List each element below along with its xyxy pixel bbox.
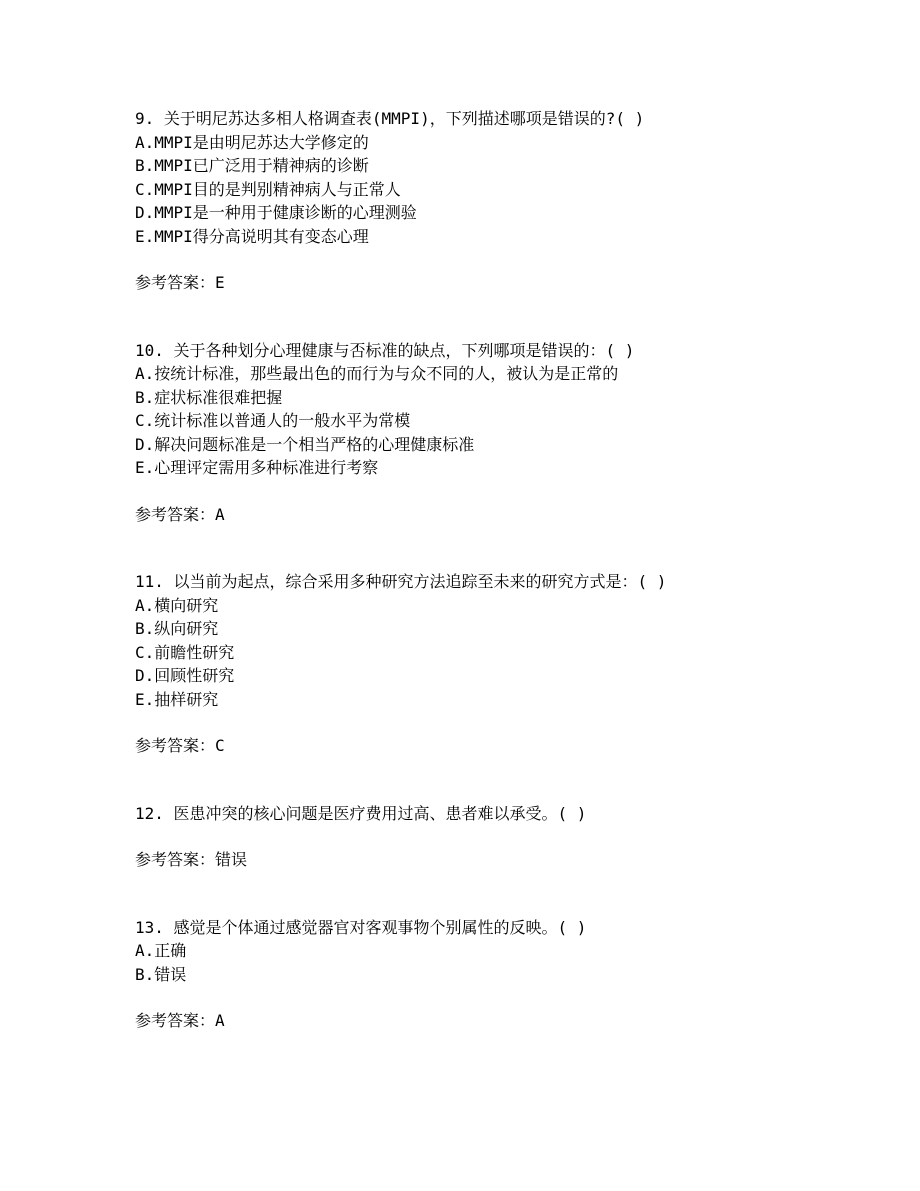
answer-value: C (215, 736, 225, 755)
question-stem: 10. 关于各种划分心理健康与否标准的缺点，下列哪项是错误的：( ) (135, 340, 635, 360)
answer-value: A (215, 504, 225, 524)
answer-line (135, 271, 875, 295)
option-c: C.前瞻性研究 (135, 642, 235, 662)
answer-line (135, 734, 875, 758)
answer-label: 参考答案： (135, 850, 216, 869)
option-a: A.按统计标准，那些最出色的而行为与众不同的人，被认为是正常的 (135, 364, 619, 383)
question-stem: 11. 以当前为起点，综合采用多种研究方法追踪至未来的研究方式是：( ) (135, 572, 667, 591)
option-b: B.MMPI已广泛用于精神病的诊断 (135, 156, 369, 175)
question-9 (135, 107, 875, 295)
answer-line (135, 1009, 875, 1033)
question-list (135, 107, 875, 1033)
option-c: C.MMPI目的是判别精神病人与正常人 (135, 179, 401, 199)
answer-value: A (215, 1011, 225, 1030)
option-e: E.MMPI得分高说明其有变态心理 (135, 226, 369, 246)
answer-label: 参考答案： (135, 504, 216, 524)
answer-value: E (215, 273, 225, 292)
option-a: A.MMPI是由明尼苏达大学修定的 (135, 132, 369, 152)
option-b: B.纵向研究 (135, 619, 219, 638)
option-a: A.正确 (135, 941, 187, 960)
option-b: B.错误 (135, 964, 187, 984)
question-stem: 12. 医患冲突的核心问题是医疗费用过高、患者难以承受。( ) (135, 803, 587, 823)
option-d: D.回顾性研究 (135, 666, 235, 685)
question-11 (135, 570, 875, 758)
option-c: C.统计标准以普通人的一般水平为常模 (135, 411, 411, 430)
answer-line (135, 848, 875, 872)
option-e: E.心理评定需用多种标准进行考察 (135, 458, 379, 477)
option-a: A.横向研究 (135, 595, 219, 615)
answer-label: 参考答案： (135, 736, 216, 755)
answer-line (135, 503, 875, 527)
option-d: D.解决问题标准是一个相当严格的心理健康标准 (135, 434, 475, 454)
answer-label: 参考答案： (135, 1011, 216, 1030)
answer-label: 参考答案： (135, 273, 216, 292)
question-12 (135, 802, 875, 872)
question-13 (135, 916, 875, 1033)
question-10 (135, 339, 875, 527)
question-stem: 9. 关于明尼苏达多相人格调查表(MMPI)，下列描述哪项是错误的?( ) (135, 109, 645, 128)
answer-value: 错误 (215, 850, 248, 869)
option-e: E.抽样研究 (135, 689, 219, 709)
option-d: D.MMPI是一种用于健康诊断的心理测验 (135, 203, 417, 222)
question-stem: 13. 感觉是个体通过感觉器官对客观事物个别属性的反映。( ) (135, 917, 587, 937)
option-b: B.症状标准很难把握 (135, 387, 283, 407)
